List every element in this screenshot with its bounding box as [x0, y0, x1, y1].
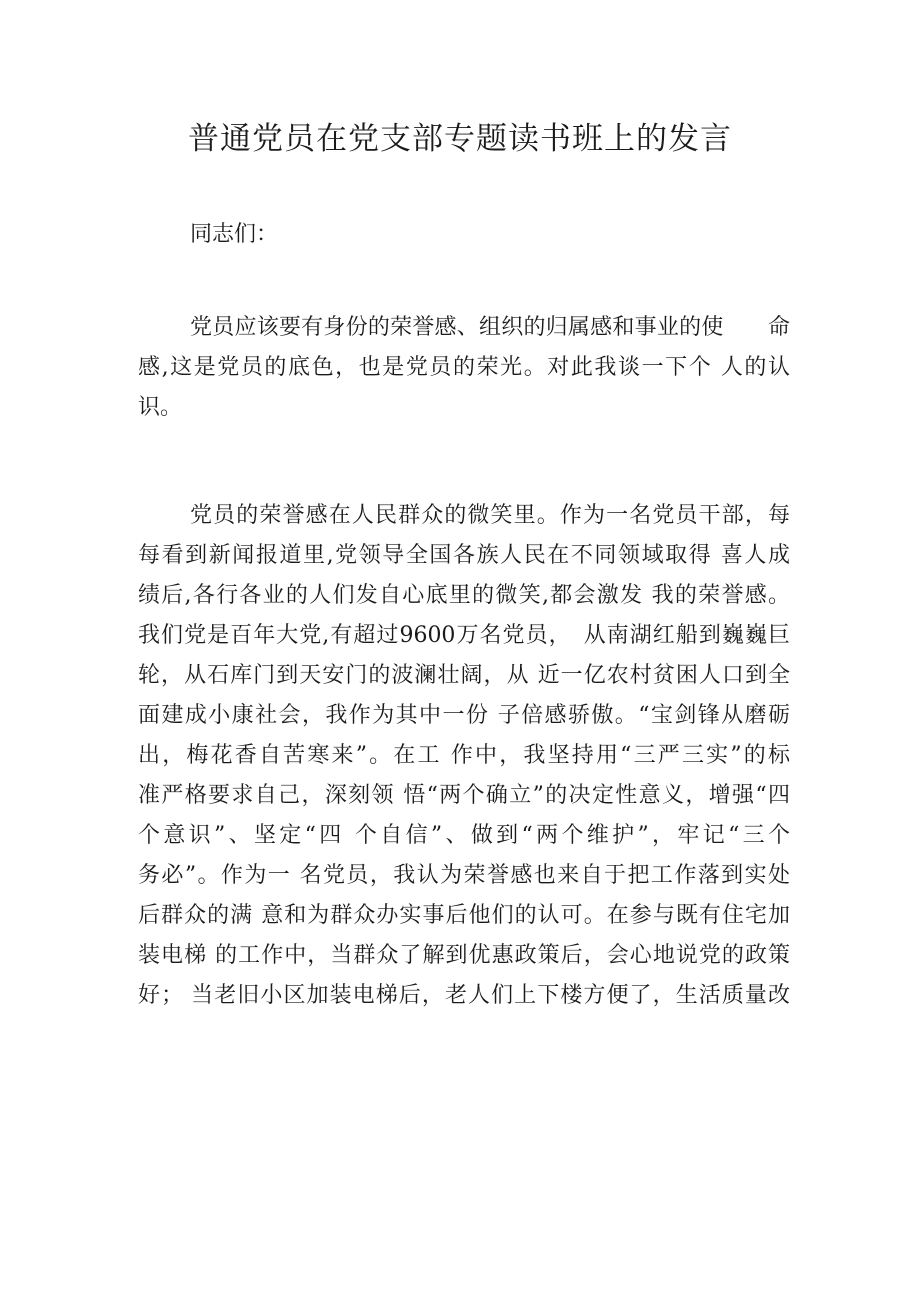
paragraph-line: 个意识”、坚定“四 个自信”、做到“两个维护”，牢记“三个	[138, 823, 790, 848]
paragraph-2	[138, 496, 790, 1016]
paragraph-line: 每看到新闻报道里,党领导全国各族人民在不同领域取得 喜人成	[138, 543, 790, 568]
paragraph-line: 绩后,各行各业的人们发自心底里的微笑,都会激发 我的荣誉感。	[138, 583, 790, 608]
paragraph-line: 准严格要求自己，深刻领 悟“两个确立”的决定性意义，增强“四	[138, 783, 790, 808]
paragraph-line: 出，梅花香自苦寒来”。在工 作中，我坚持用“三严三实”的标	[138, 743, 790, 768]
paragraph-line: 好； 当老旧小区加装电梯后，老人们上下楼方便了，生活质量改	[138, 983, 790, 1008]
salutation: 同志们：	[190, 222, 279, 247]
paragraph-1	[138, 308, 790, 428]
document-title: 普通党员在党支部专题读书班上的发言	[188, 121, 732, 157]
paragraph-line: 党员应该要有身份的荣誉感、组织的归属感和事业的使 命	[190, 315, 790, 340]
paragraph-line: 识。	[138, 395, 183, 420]
paragraph-line: 我们党是百年大党,有超过9600万名党员， 从南湖红船到巍巍巨	[138, 623, 790, 648]
paragraph-line: 后群众的满 意和为群众办实事后他们的认可。在参与既有住宅加	[138, 903, 790, 928]
paragraph-line: 党员的荣誉感在人民群众的微笑里。作为一名党员干部，每	[190, 503, 790, 528]
paragraph-line: 轮，从石库门到天安门的波澜壮阔，从 近一亿农村贫困人口到全	[138, 663, 790, 688]
paragraph-line: 面建成小康社会，我作为其中一份 子倍感骄傲。“宝剑锋从磨砺	[138, 703, 790, 728]
paragraph-line: 务必”。作为一 名党员，我认为荣誉感也来自于把工作落到实处	[138, 863, 790, 888]
paragraph-line: 装电梯 的工作中，当群众了解到优惠政策后，会心地说党的政策	[138, 943, 790, 968]
paragraph-line: 感,这是党员的底色，也是党员的荣光。对此我谈一下个 人的认	[138, 355, 790, 380]
